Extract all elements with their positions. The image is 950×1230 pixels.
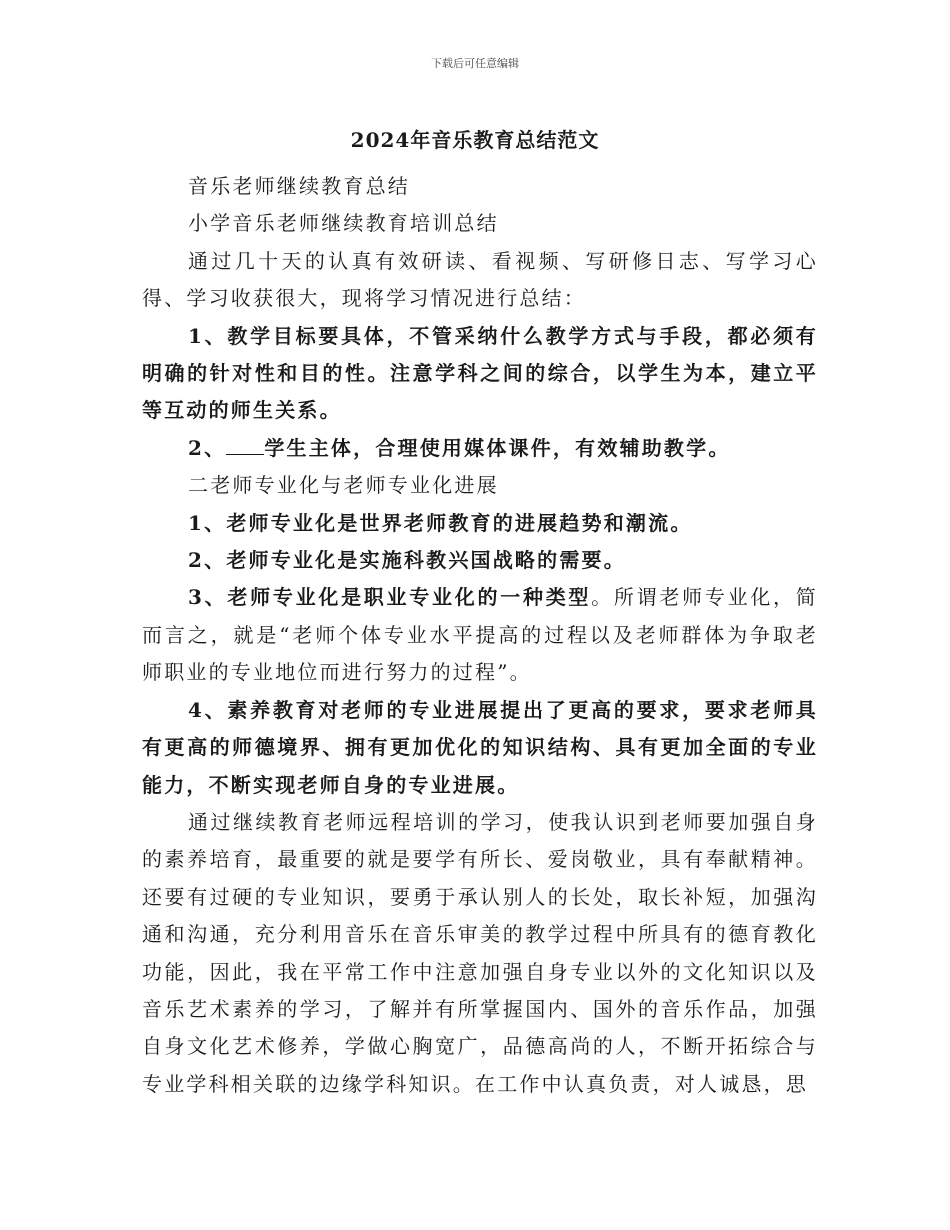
header-note: 下载后可任意编辑: [431, 57, 519, 70]
paragraph-1: 音乐老师继续教育总结: [188, 174, 410, 198]
paragraph-11: 通过继续教育老师远程培训的学习，使我认识到老师要加强自身的素养培育，最重要的就是要学有所长、爱岗敬业，具有奉献精神。还要有过硬的专业知识，要勇于承认别人的长处，取长补短，加强沟通和沟通，充分利用音乐在音乐审美的教学过程中所具有的德育教化功能，因此，我在平常工作中注意加强自身专业以外的文化知识以及音乐艺术素养的学习，了解并有所掌握国内、国外的音乐作品，加强自身文化艺术修养，学做心胸宽广，品德高尚的人，不断开拓综合与专业学科相关联的边缘学科知识。在工作中认真负责，对人诚恳，思: [142, 809, 818, 1096]
paragraph-9-rest: 。所谓老师专业化，简而言之，就是“老师个体专业水平提高的过程以及老师群体为争取老师职业的专业地位而进行努力的过程”。: [142, 585, 818, 685]
document-title: 2024年音乐教育总结范文: [350, 128, 600, 152]
paragraph-3: 通过几十天的认真有效研读、看视频、写研修日志、写学习心得、学习收获很大，现将学习情况进行总结：: [142, 248, 818, 311]
paragraph-5-suffix: 学生主体，合理使用媒体课件，有效辅助教学。: [264, 435, 731, 460]
paragraph-7: 1、老师专业化是世界老师教育的进展趋势和潮流。: [188, 510, 693, 535]
paragraph-9-bold: 3、老师专业化是职业专业化的一种类型: [188, 585, 592, 610]
document-body: [142, 168, 818, 1103]
paragraph-2: 小学音乐老师继续教育培训总结: [188, 211, 499, 236]
paragraph-6: 二老师专业化与老师专业化进展: [188, 473, 499, 498]
paragraph-8: 2、老师专业化是实施科教兴国战略的需要。: [188, 548, 626, 573]
paragraph-5: [142, 430, 818, 467]
fill-in-blank: [226, 436, 264, 455]
paragraph-4: 1、教学目标要具体，不管采纳什么教学方式与手段，都必须有明确的针对性和目的性。注意学科之间的综合，以学生为本，建立平等互动的师生关系。: [142, 323, 818, 423]
paragraph-9: [142, 579, 818, 691]
paragraph-10: 4、素养教育对老师的专业进展提出了更高的要求，要求老师具有更高的师德境界、拥有更加优化的知识结构、具有更加全面的专业能力，不断实现老师自身的专业进展。: [142, 697, 818, 797]
paragraph-5-prefix: 2、: [188, 435, 227, 460]
